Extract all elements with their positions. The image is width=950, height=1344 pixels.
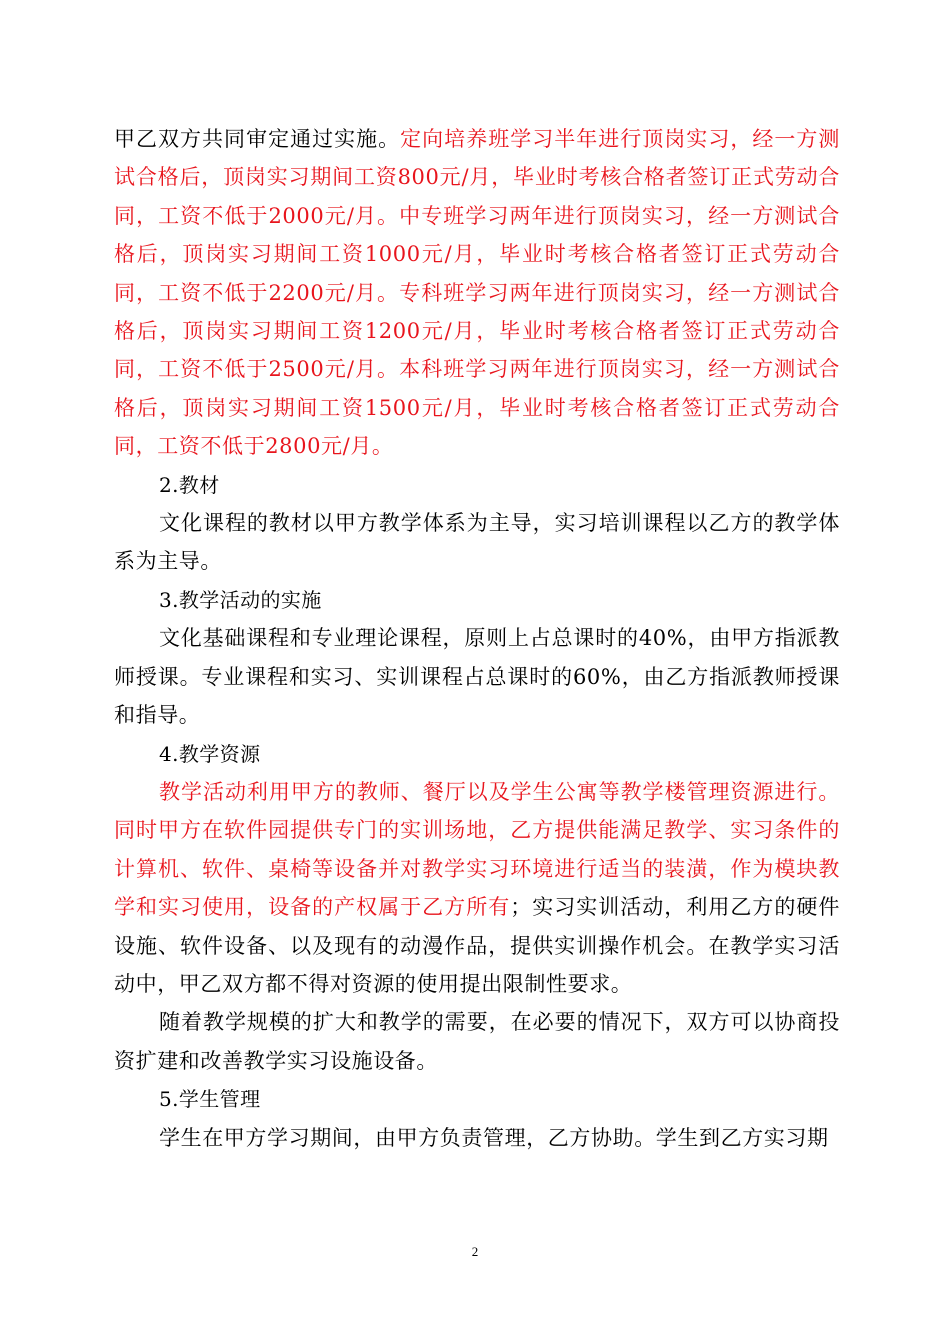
highlighted-resources-text: 教学活动利用甲方的教师、餐厅以及学生公寓等教学楼管理资源进行。同时甲方在软件园提供专门的实训场地，乙方提供能满足教学、实习条件的计算机、软件、桌椅等设备并对教学实习环境进行适当的装潢，作为模块教学和实习使用，设备的产权属于乙方所有 [114, 779, 840, 920]
paragraph-expansion: 随着教学规模的扩大和教学的需要，在必要的情况下，双方可以协商投资扩建和改善教学实习设施设备。 [114, 1010, 840, 1073]
paragraph-student-management: 学生在甲方学习期间，由甲方负责管理，乙方协助。学生到乙方实习期 [159, 1125, 829, 1150]
paragraph-teaching-activities: 文化基础课程和专业理论课程，原则上占总课时的40%，由甲方指派教师授课。专业课程和实习、实训课程占总课时的60%，由乙方指派教师授课和指导。 [114, 626, 840, 728]
page-number: 2 [471, 1244, 479, 1259]
paragraph-textbooks: 文化课程的教材以甲方教学体系为主导，实习培训课程以乙方的教学体系为主导。 [114, 511, 840, 574]
document-body [114, 120, 840, 1157]
paragraph-intro-text: 甲乙双方共同审定通过实施。 [114, 127, 401, 151]
paragraph-salary-terms [114, 120, 840, 466]
resources-continuation-text: ；实习实训活动，利用乙方的硬件设施、软件设备、以及现有的动漫作品，提供实训操作机会。在教学实习活动中，甲乙双方都不得对资源的使用提出限制性要求。 [114, 895, 840, 996]
highlighted-salary-text: 定向培养班学习半年进行顶岗实习，经一方测试合格后，顶岗实习期间工资800元/月，毕业时考核合格者签订正式劳动合同，工资不低于2000元/月。中专班学习两年进行顶岗实习，经一方测试合格后，顶岗实习期间工资1000元/月，毕业时考核合格者签订正式劳动合同，工资不低于2200元/月。专科班学习两年进行顶岗实习，经一方测试合格后，顶岗实习期间工资1200元/月，毕业时考核合格者签订正式劳动合同，工资不低于2500元/月。本科班学习两年进行顶岗实习，经一方测试合格后，顶岗实习期间工资1500元/月，毕业时考核合格者签订正式劳动合同，工资不低于2800元/月。 [114, 127, 840, 459]
section-heading-teaching-resources: 4.教学资源 [159, 741, 261, 766]
section-heading-student-management: 5.学生管理 [159, 1087, 261, 1112]
section-heading-textbooks: 2.教材 [159, 472, 220, 497]
paragraph-teaching-resources [114, 773, 840, 1003]
section-heading-teaching-activities: 3.教学活动的实施 [159, 587, 322, 612]
